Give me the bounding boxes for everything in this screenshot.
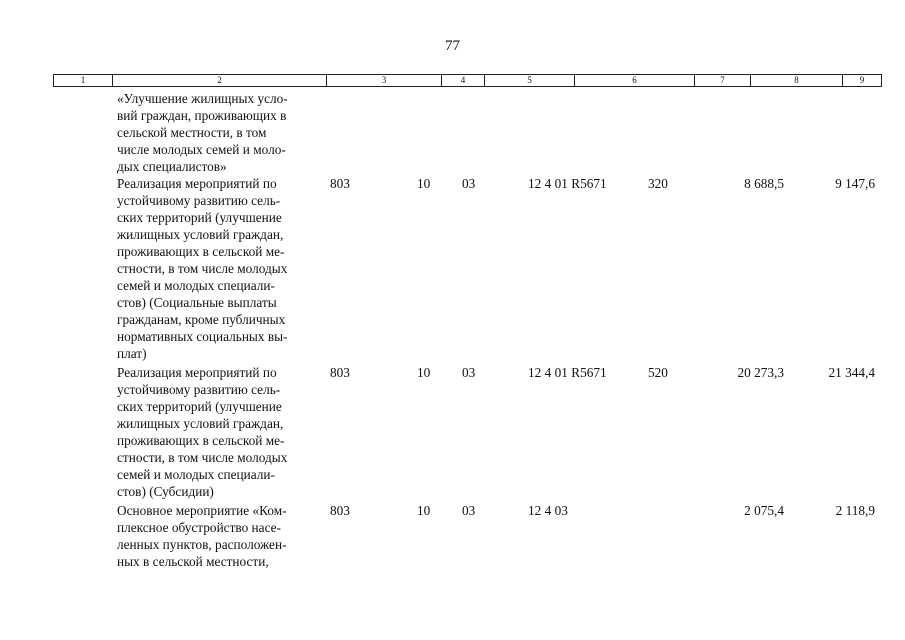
header-cell-3: 3 bbox=[327, 75, 442, 86]
row-description: Реализация мероприятий по устойчивому развитию сель- ских территорий (улучшение жилищных условий граждан, проживающих в сельской ме- стности, в том числе молодых семей и молодых специали- стов) (Субсидии) bbox=[117, 365, 288, 499]
col-9-value: 9 147,6 bbox=[835, 176, 875, 191]
header-cell-1: 1 bbox=[54, 75, 113, 86]
col-7-value: 520 bbox=[648, 365, 668, 380]
col-8-value: 8 688,5 bbox=[744, 176, 784, 191]
col-9-value: 2 118,9 bbox=[835, 503, 875, 518]
col-7-value: 320 bbox=[648, 176, 668, 191]
header-cell-6: 6 bbox=[575, 75, 695, 86]
header-cell-2: 2 bbox=[113, 75, 327, 86]
col-4-value: 10 bbox=[417, 503, 431, 518]
col-6-value: 12 4 01 R5671 bbox=[528, 365, 607, 380]
col-3-value: 803 bbox=[330, 176, 350, 191]
col-6-value: 12 4 01 R5671 bbox=[528, 176, 607, 191]
header-cell-5: 5 bbox=[485, 75, 575, 86]
header-cell-8: 8 bbox=[751, 75, 843, 86]
header-cell-7: 7 bbox=[695, 75, 751, 86]
col-5-value: 03 bbox=[462, 365, 476, 380]
row-description: Реализация мероприятий по устойчивому развитию сель- ских территорий (улучшение жилищных условий граждан, проживающих в сельской ме- стности, в том числе молодых семей и молодых специали- стов) (Социальные выплаты гражданам, кроме публичных нормативных социальных вы- плат) bbox=[117, 176, 288, 361]
row-description: «Улучшение жилищных усло- вий граждан, проживающих в сельской местности, в том числе молодых семей и моло- дых специалистов» bbox=[117, 91, 288, 174]
page-number: 77 bbox=[445, 38, 460, 54]
header-cell-9: 9 bbox=[859, 75, 865, 85]
col-3-value: 803 bbox=[330, 503, 350, 518]
col-5-value: 03 bbox=[462, 503, 476, 518]
table-header bbox=[53, 74, 882, 87]
col-8-value: 20 273,3 bbox=[737, 365, 784, 380]
col-4-value: 10 bbox=[417, 176, 431, 191]
col-3-value: 803 bbox=[330, 365, 350, 380]
col-8-value: 2 075,4 bbox=[744, 503, 784, 518]
col-9-value: 21 344,4 bbox=[828, 365, 875, 380]
col-5-value: 03 bbox=[462, 176, 476, 191]
row-description: Основное мероприятие «Ком- плексное обустройство насе- ленных пунктов, расположен- ных в сельской местности, bbox=[117, 503, 287, 569]
col-4-value: 10 bbox=[417, 365, 431, 380]
header-cell-4: 4 bbox=[442, 75, 485, 86]
col-6-value: 12 4 03 bbox=[528, 503, 568, 518]
